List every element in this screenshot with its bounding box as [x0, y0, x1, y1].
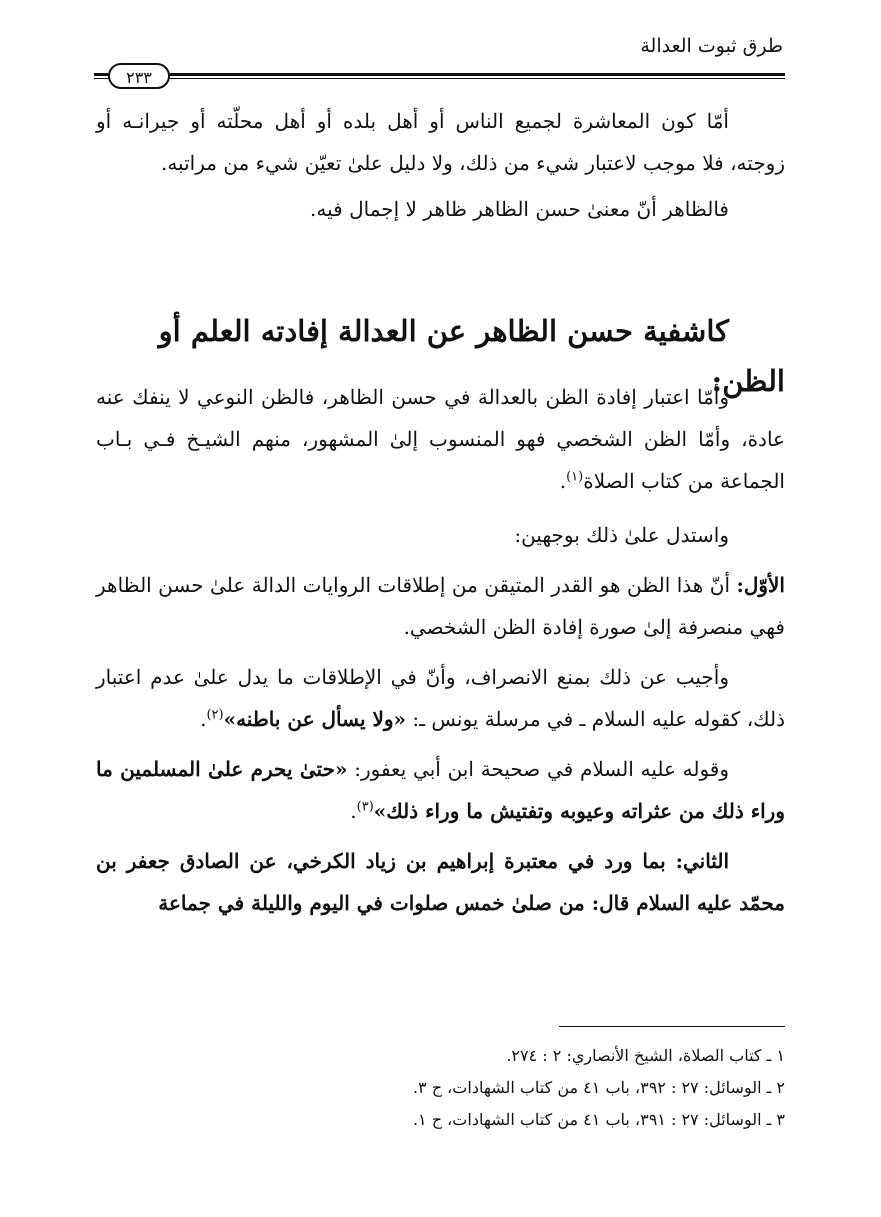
- paragraph-8: الثاني: بما ورد في معتبرة إبراهيم بن زياد الكرخي، عن الصادق جعفر بن محمّد عليه السلام قال: من صلىٰ خمس صلوات في اليوم والليلة في جماعة: [96, 849, 785, 915]
- footnote-separator: [559, 1026, 785, 1027]
- paragraph-3-end: .: [559, 469, 567, 493]
- paragraph-5-text: أنّ هذا الظن هو القدر المتيقن من إطلاقات الروايات الدالة علىٰ حسن الظاهر فهي منصرفة إلىٰ صورة إفادة الظن الشخصي.: [96, 573, 785, 639]
- section-text: [96, 376, 785, 924]
- intro-text: [96, 100, 785, 230]
- paragraph-7-end: .: [350, 799, 357, 823]
- paragraph-4: واستدل علىٰ ذلك بوجهين:: [514, 523, 729, 547]
- footnote-1: ١ ـ كتاب الصلاة، الشيخ الأنصاري: ٢ : ٢٧٤.: [506, 1046, 785, 1065]
- first-reason-label: الأوّل:: [736, 573, 785, 597]
- paragraph-6-text: وأجيب عن ذلك بمنع الانصراف، وأنّ في الإطلاقات ما يدل علىٰ عدم اعتبار ذلك، كقوله عليه السلام ـ في مرسلة يونس ـ:: [96, 665, 785, 731]
- paragraph-3: [96, 376, 785, 502]
- footnote-3: ٣ ـ الوسائل: ٢٧ : ٣٩١، باب ٤١ من كتاب الشهادات، ح ١.: [412, 1110, 785, 1129]
- header-rule-thick-line: [94, 73, 785, 76]
- paragraph-7: [96, 748, 785, 832]
- hadith-quote-1: «ولا يسأل عن باطنه»: [223, 707, 407, 731]
- paragraph-1: أمّا كون المعاشرة لجميع الناس أو أهل بلده أو أهل محلّته أو جيرانـه أو زوجته، فلا موجب لاعتبار شيء من ذلك، ولا دليل علىٰ تعيّن شيء من مراتبه.: [96, 109, 785, 175]
- running-title: طرق ثبوت العدالة: [640, 35, 783, 57]
- header-rule-thin-line: [94, 78, 785, 79]
- section-heading: كاشفية حسن الظاهر عن العدالة إفادته العلم أو الظن:: [158, 314, 785, 398]
- paragraph-6-end: .: [200, 707, 207, 731]
- footnote-ref-1: (١): [566, 469, 584, 485]
- paragraph-7-text: وقوله عليه السلام في صحيحة ابن أبي يعفور:: [347, 757, 730, 781]
- paragraph-5: [96, 564, 785, 648]
- hadith-quote-2: «حتىٰ يحرم علىٰ المسلمين ما وراء ذلك من عثراته وعيوبه وتفتيش ما وراء ذلك»: [96, 757, 785, 823]
- footnotes: [96, 1040, 785, 1136]
- header-rule: [94, 63, 785, 91]
- paragraph-6: [96, 656, 785, 740]
- paragraph-2: فالظاهر أنّ معنىٰ حسن الظاهر ظاهر لا إجمال فيه.: [310, 197, 729, 221]
- page-number: ٢٣٣: [108, 63, 170, 89]
- footnote-ref-2: (٢): [206, 707, 224, 723]
- paragraph-3-text: وأمّا اعتبار إفادة الظن بالعدالة في حسن الظاهر، فالظن النوعي لا ينفك عنه عادة، وأمّا الظن الشخصي فهو المنسوب إلىٰ المشهور، منهم الشيـخ فـي بـاب الجماعة من كتاب الصلاة: [96, 385, 785, 493]
- footnote-2: ٢ ـ الوسائل: ٢٧ : ٣٩٢، باب ٤١ من كتاب الشهادات، ح ٣.: [412, 1078, 785, 1097]
- footnote-ref-3: (٣): [356, 799, 374, 815]
